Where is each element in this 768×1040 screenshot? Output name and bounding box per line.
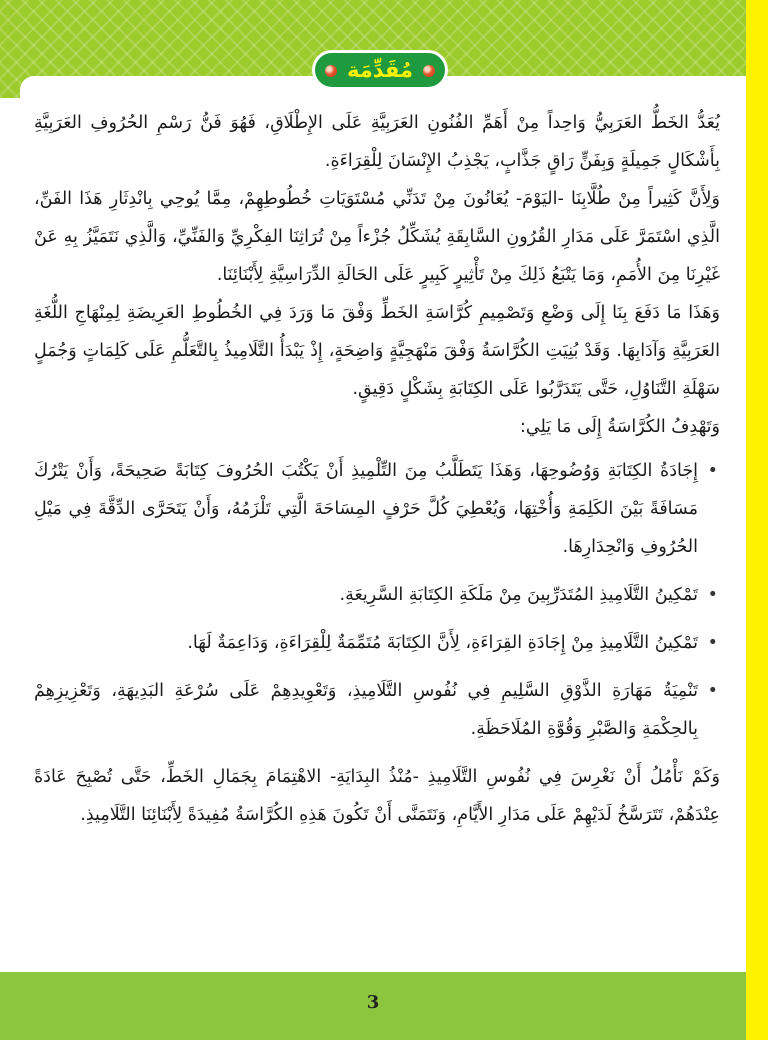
page-number: 3 xyxy=(366,992,380,1013)
paragraph-goals-lead: وَتَهْدِفُ الكُرَّاسَةُ إِلَى مَا يَلِي: xyxy=(519,417,720,437)
introduction-body xyxy=(34,104,720,834)
list-item: • تَمْكِينُ التَّلَامِيذِ المُتَدَرِّبِينَ مِنْ مَلَكَةِ الكِتَابَةِ السَّرِيعَةِ. xyxy=(34,576,698,614)
page-edge-strip xyxy=(746,0,768,1040)
paragraph-problem: وَلِأَنَّ كَثِيراً مِنْ طُلَّابِنَا -اليَوْمَ- يُعَانُونَ مِنْ تَدَنِّي مُسْتَوَيَاتِ خُطُوطِهِمْ، مِمَّا يُوحِي بِانْدِثَارِ هَذَا الفَنِّ، الَّذِي اسْتَمَرَّ عَلَى مَدَارِ القُرُونِ السَّابِقَةِ يُشَكِّلُ جُزْءاً مِنْ تُرَاثِنَا الفِكْرِيِّ وَالفَنِّيِّ، وَالَّذِي نَتَمَيَّزُ بِهِ عَنْ غَيْرِنَا مِنَ الأُمَمِ، وَمَا يَتْبَعُ ذَلِكَ مِنْ تَأْثِيرٍ كَبِيرٍ عَلَى الحَالَةِ الدِّرَاسِيَّةِ لِأَبْنَائِنَا. xyxy=(34,189,720,285)
flower-ornament-icon xyxy=(423,65,435,77)
page-title: مُقَدِّمَة xyxy=(347,58,413,82)
title-badge xyxy=(312,50,448,90)
paragraph-intro: يُعَدُّ الخَطُّ العَرَبِيُّ وَاحِداً مِنْ أَهَمِّ الفُنُونِ العَرَبِيَّةِ عَلَى الإِطْلَاقِ، فَهُوَ فَنُّ رَسْمِ الحُرُوفِ العَرَبِيَّةِ بِأَشْكَالٍ جَمِيلَةٍ وَبِفَنٍّ رَاقٍ جَذَّابٍ، يَجْذِبُ الإِنْسَانَ لِلْقِرَاءَةِ. xyxy=(34,113,720,171)
paragraph-closing: وَكَمْ نَأْمُلُ أَنْ نَغْرِسَ فِي نُفُوسِ التَّلَامِيذِ -مُنْذُ البِدَايَةِ- الاهْتِمَامَ بِجَمَالِ الخَطِّ، حَتَّى تُصْبِحَ عَادَةً عِنْدَهُمْ، تَتَرَسَّخُ لَدَيْهِمْ عَلَى مَدَارِ الأَيَّامِ، وَنَتَمَنَّى أَنْ تَكُونَ هَذِهِ الكُرَّاسَةُ مُفِيدَةً لِأَبْنَائِنَا التَّلَامِيذِ. xyxy=(34,767,720,825)
paragraph-method: وَهَذَا مَا دَفَعَ بِنَا إِلَى وَضْعِ وَتَصْمِيمِ كُرَّاسَةِ الخَطِّ وَفْقَ مَا وَرَدَ فِي الخُطُوطِ العَرِيضَةِ لِمِنْهَاجِ اللُّغَةِ العَرَبِيَّةِ وَآدَابِهَا. وَقَدْ بُنِيَتِ الكُرَّاسَةُ وَفْقَ مَنْهَجِيَّةٍ وَاضِحَةٍ، إِذْ يَبْدَأُ التَّلَامِيذُ بِالتَّعَلُّمِ عَلَى كَلِمَاتٍ وَجُمَلٍ سَهْلَةِ التَّنَاوُلِ، حَتَّى يَتَدَرَّبُوا عَلَى الكِتَابَةِ بِشَكْلٍ دَقِيقٍ. xyxy=(34,303,720,399)
list-item: • إِجَادَةُ الكِتَابَةِ وَوُضُوحِهَا، وَهَذَا يَتَطَلَّبُ مِنَ التِّلْمِيذِ أَنْ يَكْتُبَ الحُرُوفَ كِتَابَةً صَحِيحَةً، وَأَنْ يَتْرُكَ مَسَافَةً بَيْنَ الكَلِمَةِ وَأُخْتِهَا، وَيُعْطِيَ كُلَّ حَرْفٍ المِسَاحَةَ الَّتِي تَلْزَمُهُ، وَأَنْ يَتَحَرَّى الدِّقَّةَ فِي مَيْلِ الحُرُوفِ وَانْحِدَارِهَا. xyxy=(34,452,698,566)
flower-ornament-icon xyxy=(325,65,337,77)
goals-list xyxy=(34,452,720,748)
list-item: • تَنْمِيَةُ مَهَارَةِ الذَّوْقِ السَّلِيمِ فِي نُفُوسِ التَّلَامِيذِ، وَتَعْوِيدِهِمْ عَلَى سُرْعَةِ البَدِيهَةِ، وَتَعْزِيزِهِمْ بِالحِكْمَةِ وَالصَّبْرِ وَقُوَّةِ المُلَاحَظَةِ. xyxy=(34,672,698,748)
list-item: • تَمْكِينُ التَّلَامِيذِ مِنْ إِجَادَةِ القِرَاءَةِ، لِأَنَّ الكِتَابَةَ مُتَمِّمَةٌ لِلْقِرَاءَةِ، وَدَاعِمَةٌ لَهَا. xyxy=(34,624,698,662)
